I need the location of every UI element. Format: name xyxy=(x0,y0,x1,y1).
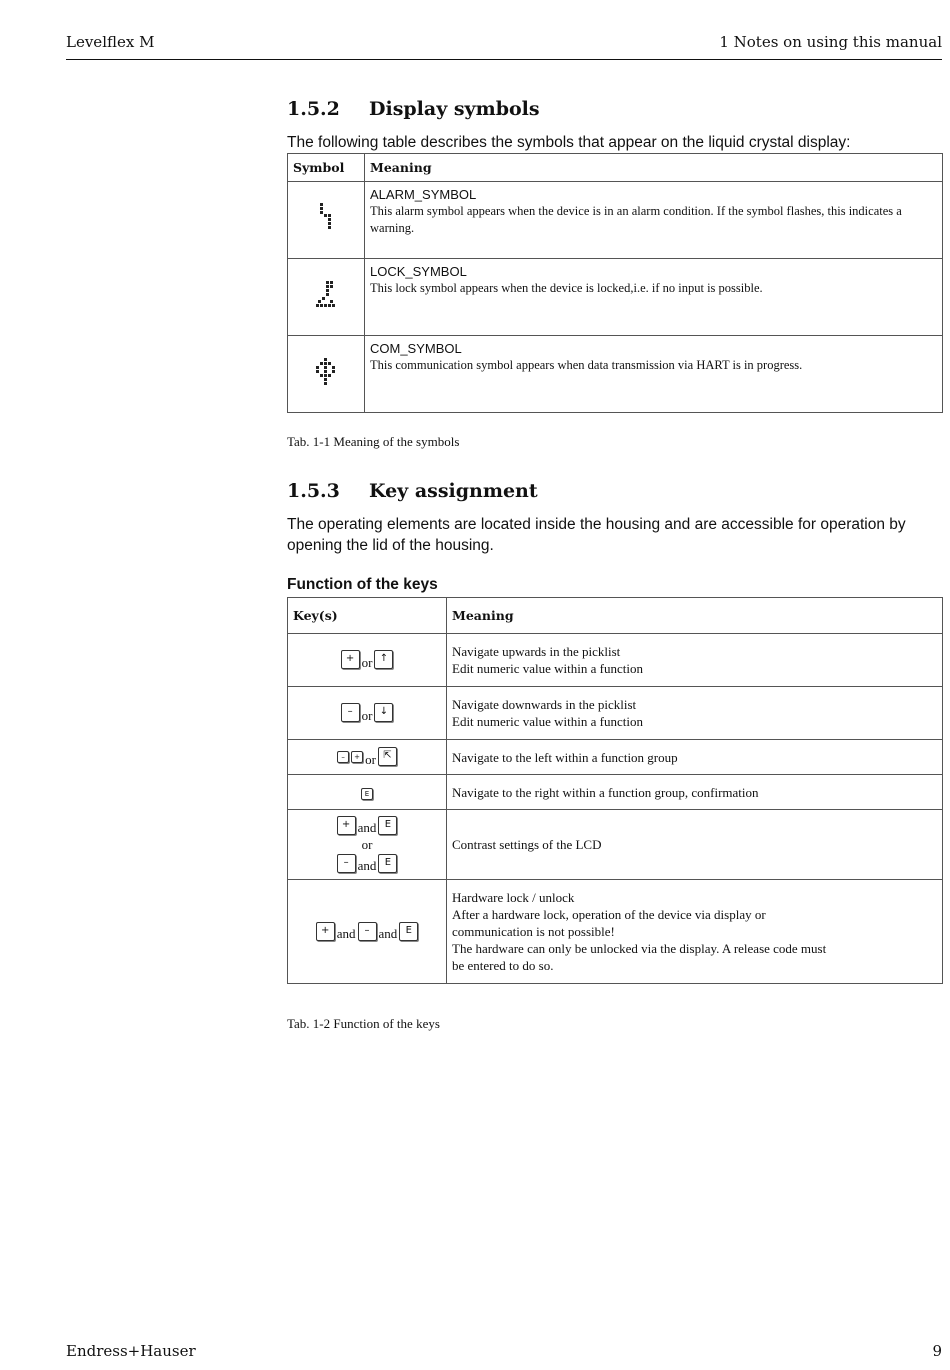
table-row xyxy=(288,775,943,810)
com-symbol-icon xyxy=(314,357,338,387)
arrow-down-key-icon: ↓ xyxy=(374,703,393,722)
symbol-description: This alarm symbol appears when the device is in an alarm condition. If the symbol flashes, this indicates a warning. xyxy=(370,204,902,235)
header-rule xyxy=(66,59,942,60)
symbols-table xyxy=(287,153,943,413)
meaning-line: Contrast settings of the LCD xyxy=(452,837,602,852)
section-number: 1.5.3 xyxy=(287,480,340,502)
page-number: 9 xyxy=(932,1342,942,1360)
symbol-cell xyxy=(288,259,365,336)
keys-cell xyxy=(288,740,447,775)
minus-key-icon: – xyxy=(358,922,377,941)
or-word: or xyxy=(365,751,376,767)
enter-key-icon: E xyxy=(378,816,397,835)
minus-key-icon: – xyxy=(337,751,349,763)
section-title: Key assignment xyxy=(369,480,538,502)
enter-key-icon: E xyxy=(399,922,418,941)
plus-key-icon: + xyxy=(337,816,356,835)
plus-key-icon: + xyxy=(351,751,363,763)
table-row xyxy=(288,810,943,880)
meaning-cell xyxy=(447,740,943,775)
table-header-row xyxy=(288,598,943,634)
meaning-line: After a hardware lock, operation of the device via display or xyxy=(452,907,766,922)
symbol-name: LOCK_SYMBOL xyxy=(370,264,467,279)
meaning-cell xyxy=(447,634,943,687)
section-intro: The following table describes the symbols that appear on the liquid crystal display: xyxy=(287,134,851,151)
meaning-line: The hardware can only be unlocked via the display. A release code must xyxy=(452,941,827,956)
meaning-cell xyxy=(447,810,943,880)
table-row xyxy=(288,740,943,775)
symbol-description: This lock symbol appears when the device is locked,i.e. if no input is possible. xyxy=(370,281,763,295)
section-heading-key-assignment xyxy=(287,480,538,502)
keys-cell xyxy=(288,687,447,740)
meaning-line: Edit numeric value within a function xyxy=(452,661,643,676)
lock-symbol-icon xyxy=(314,280,338,310)
section-heading-display-symbols xyxy=(287,98,540,120)
table-header-row xyxy=(288,154,943,182)
enter-key-icon: E xyxy=(361,788,373,800)
meaning-cell xyxy=(365,182,943,259)
table-caption: Tab. 1-1 Meaning of the symbols xyxy=(287,434,460,449)
table-row xyxy=(288,336,943,413)
minus-key-icon: – xyxy=(337,854,356,873)
meaning-line: Navigate upwards in the picklist xyxy=(452,644,621,659)
meaning-line: be entered to do so. xyxy=(452,958,554,973)
plus-key-icon: + xyxy=(341,650,360,669)
footer-left: Endress+Hauser xyxy=(66,1342,196,1360)
meaning-cell xyxy=(447,687,943,740)
column-header-meaning: Meaning xyxy=(365,154,943,182)
table-row xyxy=(288,687,943,740)
meaning-line: Edit numeric value within a function xyxy=(452,714,643,729)
table-row xyxy=(288,259,943,336)
meaning-line: Navigate downwards in the picklist xyxy=(452,697,637,712)
header-right: 1 Notes on using this manual xyxy=(719,33,942,51)
keys-cell xyxy=(288,810,447,880)
and-word: and xyxy=(378,926,398,941)
or-word: or xyxy=(361,837,373,852)
minus-key-icon: – xyxy=(341,703,360,722)
symbol-description: This communication symbol appears when data transmission via HART is in progress. xyxy=(370,358,803,372)
arrow-up-key-icon: ↑ xyxy=(374,650,393,669)
meaning-line: Navigate to the left within a function group xyxy=(452,749,678,765)
header-left: Levelflex M xyxy=(66,33,155,51)
alarm-symbol-icon xyxy=(316,201,336,235)
keys-table xyxy=(287,597,943,984)
meaning-cell xyxy=(447,775,943,810)
meaning-cell xyxy=(447,880,943,984)
symbol-cell xyxy=(288,182,365,259)
plus-key-icon: + xyxy=(316,922,335,941)
table-row xyxy=(288,182,943,259)
symbol-cell xyxy=(288,336,365,413)
meaning-line: communication is not possible! xyxy=(452,924,615,939)
symbol-name: COM_SYMBOL xyxy=(370,341,462,356)
or-word: or xyxy=(361,654,373,670)
meaning-cell xyxy=(365,336,943,413)
column-header-keys: Key(s) xyxy=(288,598,447,634)
section-intro: The operating elements are located inside the housing and are accessible for operation by opening the lid of the housing. xyxy=(287,516,906,554)
symbol-name: ALARM_SYMBOL xyxy=(370,187,477,202)
jump-key-icon: ⇱ xyxy=(378,747,397,766)
keys-cell xyxy=(288,634,447,687)
table-row xyxy=(288,880,943,984)
section-number: 1.5.2 xyxy=(287,98,340,120)
and-word: and xyxy=(357,820,377,835)
table-caption: Tab. 1-2 Function of the keys xyxy=(287,1016,440,1031)
meaning-line: Navigate to the right within a function group, confirmation xyxy=(452,784,759,800)
keys-cell xyxy=(288,775,447,810)
enter-key-icon: E xyxy=(378,854,397,873)
subheading-function-of-keys: Function of the keys xyxy=(287,576,438,593)
table-row xyxy=(288,634,943,687)
meaning-line: Hardware lock / unlock xyxy=(452,890,575,905)
and-word: and xyxy=(336,926,356,941)
column-header-meaning: Meaning xyxy=(447,598,943,634)
and-word: and xyxy=(357,858,377,873)
meaning-cell xyxy=(365,259,943,336)
keys-cell xyxy=(288,880,447,984)
or-word: or xyxy=(361,707,373,723)
column-header-symbol: Symbol xyxy=(288,154,365,182)
section-title: Display symbols xyxy=(369,98,540,120)
